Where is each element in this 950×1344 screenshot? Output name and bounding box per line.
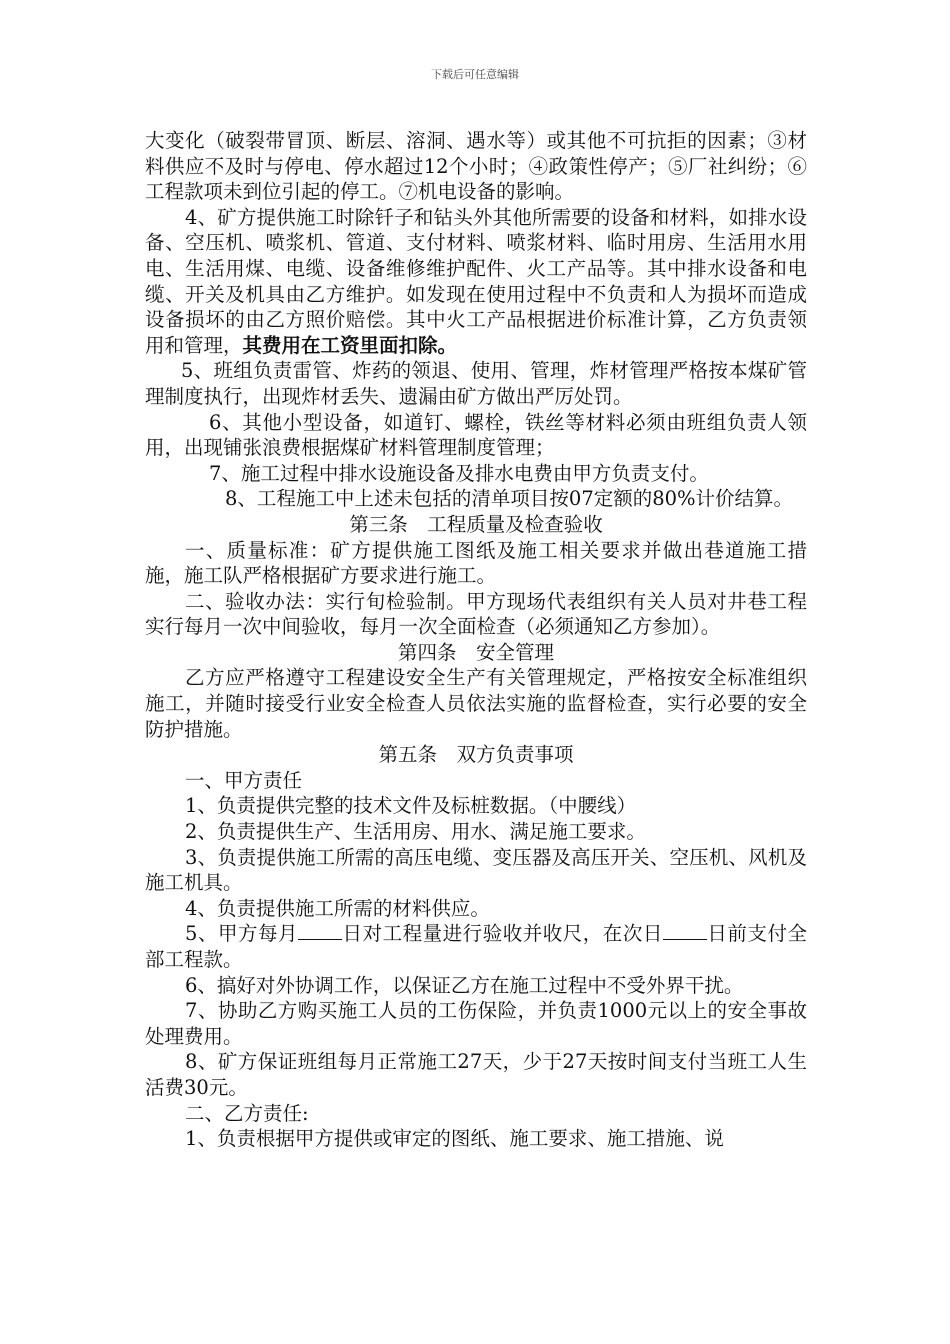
paragraph-party-a-1: 1、负责提供完整的技术文件及标桩数据。（中腰线） <box>185 794 637 818</box>
page-header-note: 下载后可任意编辑 <box>431 68 519 81</box>
paragraph-force-majeure: 大变化（破裂带冒顶、断层、溶洞、遇水等）或其他不可抗拒的因素；③材料供应不及时与停电、停水超过12个小时；④政策性停产；⑤厂社纠纷；⑥工程款项未到位引起的停工。⑦机电设备的影响。 <box>145 129 807 204</box>
paragraph-party-a-title: 一、甲方责任 <box>185 768 303 792</box>
clause-4-bold-text: 其费用在工资里面扣除。 <box>242 333 458 357</box>
section-heading-4: 第四条 安全管理 <box>397 640 554 664</box>
clause-4-text: 4、矿方提供施工时除钎子和钻头外其他所需要的设备和材料，如排水设备、空压机、喷浆机、管道、支付材料、喷浆材料、临时用房、生活用水用电、生活用煤、电缆、设备维修维护配件、火工产品等。其中排水设备和电缆、开关及机具由乙方维护。如发现在使用过程中不负责和人为损坏而造成设备损坏的由乙方照价赔偿。其中火工产品根据进价标准计算，乙方负责领用和管理， <box>145 205 807 357</box>
paragraph-safety: 乙方应严格遵守工程建设安全生产有关管理规定，严格按安全标准组织施工，并随时接受行业安全检查人员依法实施的监督检查，实行必要的安全防护措施。 <box>145 666 807 741</box>
paragraph-acceptance-method: 二、验收办法：实行旬检验制。甲方现场代表组织有关人员对井巷工程实行每月一次中间验收，每月一次全面检查（必须通知乙方参加）。 <box>145 589 807 639</box>
paragraph-clause-7: 7、施工过程中排水设施设备及排水电费由甲方负责支付。 <box>209 461 709 485</box>
fill-in-blank-next-day <box>663 921 707 940</box>
paragraph-party-a-2: 2、负责提供生产、生活用房、用水、满足施工要求。 <box>185 820 646 844</box>
paragraph-party-a-7: 7、协助乙方购买施工人员的工伤保险，并负责1000元以上的安全事故处理费用。 <box>145 999 807 1048</box>
paragraph-party-a-6: 6、搞好对外协调工作，以保证乙方在施工过程中不受外界干扰。 <box>185 973 744 997</box>
document-body <box>145 128 807 1152</box>
paragraph-clause-6: 6、其他小型设备，如道钉、螺栓，铁丝等材料必须由班组负责人领用，出现铺张浪费根据煤矿材料管理制度管理； <box>145 410 807 460</box>
paragraph-clause-5: 5、班组负责雷管、炸药的领退、使用、管理，炸材管理严格按本煤矿管理制度执行，出现炸材丢失、遗漏由矿方做出严厉处罚。 <box>145 359 807 408</box>
paragraph-quality-standard: 一、质量标准：矿方提供施工图纸及施工相关要求并做出巷道施工措施，施工队严格根据矿方要求进行施工。 <box>145 538 807 588</box>
paragraph-party-b-title: 二、乙方责任: <box>185 1101 309 1125</box>
party-a-5-text-3: 日前支付全部工程款。 <box>145 922 807 971</box>
party-a-5-text-2: 日对工程量进行验收并收尺，在次日 <box>342 922 663 946</box>
paragraph-clause-4 <box>145 205 807 359</box>
fill-in-blank-day <box>298 921 342 940</box>
paragraph-party-a-4: 4、负责提供施工所需的材料供应。 <box>185 896 490 920</box>
paragraph-party-a-8: 8、矿方保证班组每月正常施工27天，少于27天按时间支付当班工人生活费30元。 <box>145 1050 807 1099</box>
section-heading-5: 第五条 双方负责事项 <box>378 743 574 767</box>
paragraph-party-a-5 <box>145 921 807 972</box>
paragraph-party-a-3: 3、负责提供施工所需的高压电缆、变压器及高压开关、空压机、风机及施工机具。 <box>145 845 807 895</box>
paragraph-party-b-1: 1、负责根据甲方提供或审定的图纸、施工要求、施工措施、说 <box>185 1127 724 1151</box>
section-heading-3: 第三条 工程质量及检查验收 <box>349 512 603 536</box>
paragraph-clause-8: 8、工程施工中上述未包括的清单项目按07定额的80%计价结算。 <box>225 487 794 511</box>
party-a-5-text-1: 5、甲方每月 <box>185 922 299 946</box>
